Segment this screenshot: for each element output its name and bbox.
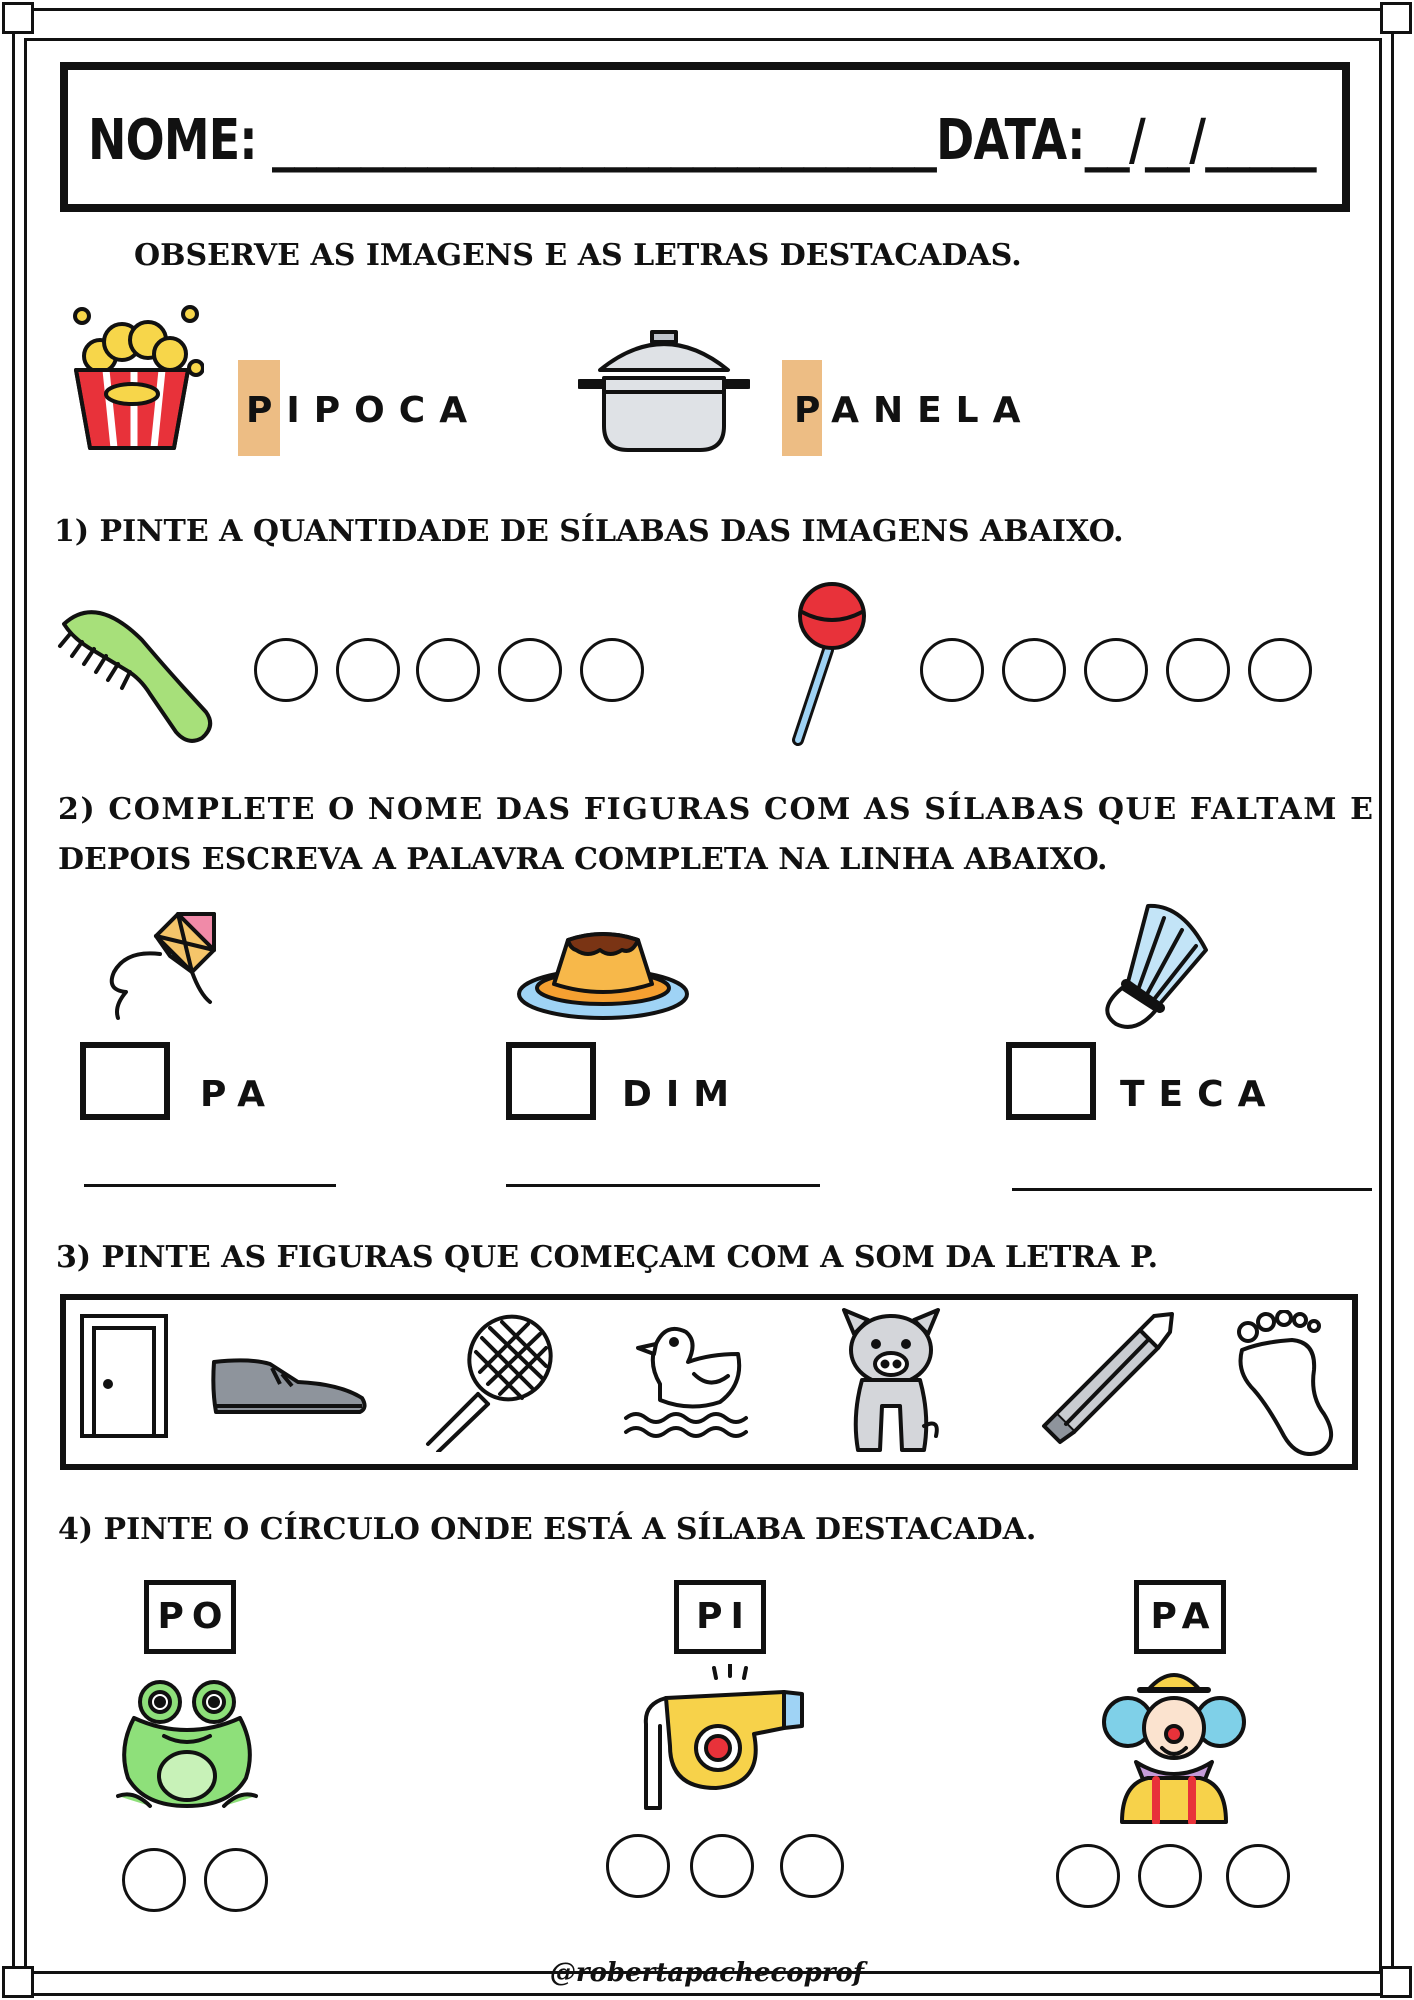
q2-instruction-line2: DEPOIS ESCREVA A PALAVRA COMPLETA NA LINHA ABAIXO. <box>58 842 1108 877</box>
date-field[interactable]: __/__/_____ <box>1084 108 1316 173</box>
syllable-circle[interactable] <box>1084 638 1148 702</box>
answer-circle[interactable] <box>606 1834 670 1898</box>
q2-instruction-line1: 2) COMPLETE O NOME DAS FIGURAS COM AS SÍLABAS QUE FALTAM E <box>58 792 1375 827</box>
name-label: NOME: <box>88 108 257 173</box>
missing-syllable-box[interactable] <box>506 1042 596 1120</box>
syllable-circle[interactable] <box>416 638 480 702</box>
name-field[interactable]: ______________________________ <box>271 108 937 173</box>
intro-instruction: OBSERVE AS IMAGENS E AS LETRAS DESTACADAS. <box>134 238 1022 273</box>
credit-text: @robertapachecoprof <box>549 1958 865 1988</box>
corner-decoration <box>1380 2 1412 34</box>
frog-icon <box>114 1678 260 1814</box>
answer-circle[interactable] <box>1138 1844 1202 1908</box>
whistle-icon <box>634 1664 810 1816</box>
word-ending: TECA <box>1120 1074 1280 1115</box>
popcorn-icon <box>70 302 204 452</box>
missing-syllable-box[interactable] <box>1006 1042 1096 1120</box>
syllable-box: PI <box>674 1580 766 1654</box>
racket-icon[interactable] <box>418 1308 558 1452</box>
word-ending: DIM <box>622 1074 744 1115</box>
shuttlecock-icon <box>1086 900 1214 1030</box>
header-line <box>88 108 1316 173</box>
pudding-icon <box>514 924 692 1022</box>
syllable-circle[interactable] <box>1166 638 1230 702</box>
comb-icon <box>56 594 220 746</box>
pan-icon <box>578 322 750 456</box>
missing-syllable-box[interactable] <box>80 1042 170 1120</box>
clown-icon <box>1100 1666 1248 1824</box>
q4-instruction: 4) PINTE O CÍRCULO ONDE ESTÁ A SÍLABA DESTACADA. <box>58 1512 1037 1547</box>
answer-line[interactable] <box>1012 1188 1372 1191</box>
syllable-circle[interactable] <box>254 638 318 702</box>
syllable-circle[interactable] <box>1248 638 1312 702</box>
syllable-circle[interactable] <box>580 638 644 702</box>
q3-instruction: 3) PINTE AS FIGURAS QUE COMEÇAM COM A SOM DA LETRA P. <box>56 1240 1159 1275</box>
syllable-circle[interactable] <box>498 638 562 702</box>
pig-icon[interactable] <box>836 1306 946 1454</box>
syllable-circle[interactable] <box>336 638 400 702</box>
door-icon[interactable] <box>80 1314 168 1438</box>
answer-circle[interactable] <box>204 1848 268 1912</box>
answer-circle[interactable] <box>1226 1844 1290 1908</box>
answer-line[interactable] <box>506 1184 820 1187</box>
answer-line[interactable] <box>84 1184 336 1187</box>
syllable-box: PO <box>144 1580 236 1654</box>
lollipop-icon <box>778 576 876 746</box>
example-word-pipoca: PIPOCA <box>246 390 482 431</box>
example-word-panela: PANELA <box>794 390 1035 431</box>
answer-circle[interactable] <box>780 1834 844 1898</box>
word-ending: PA <box>200 1074 279 1115</box>
syllable-box: PA <box>1134 1580 1226 1654</box>
corner-decoration <box>2 2 34 34</box>
pencil-icon[interactable] <box>1036 1310 1176 1450</box>
answer-circle[interactable] <box>1056 1844 1120 1908</box>
answer-circle[interactable] <box>122 1848 186 1912</box>
syllable-circle[interactable] <box>920 638 984 702</box>
duck-icon[interactable] <box>620 1314 750 1444</box>
header-box <box>60 62 1350 212</box>
syllable-circle[interactable] <box>1002 638 1066 702</box>
shoe-icon[interactable] <box>210 1354 370 1418</box>
answer-circle[interactable] <box>690 1834 754 1898</box>
foot-icon[interactable] <box>1232 1310 1342 1456</box>
date-label: DATA: <box>936 108 1085 173</box>
kite-icon <box>96 910 218 1022</box>
q1-instruction: 1) PINTE A QUANTIDADE DE SÍLABAS DAS IMAGENS ABAIXO. <box>54 514 1124 549</box>
